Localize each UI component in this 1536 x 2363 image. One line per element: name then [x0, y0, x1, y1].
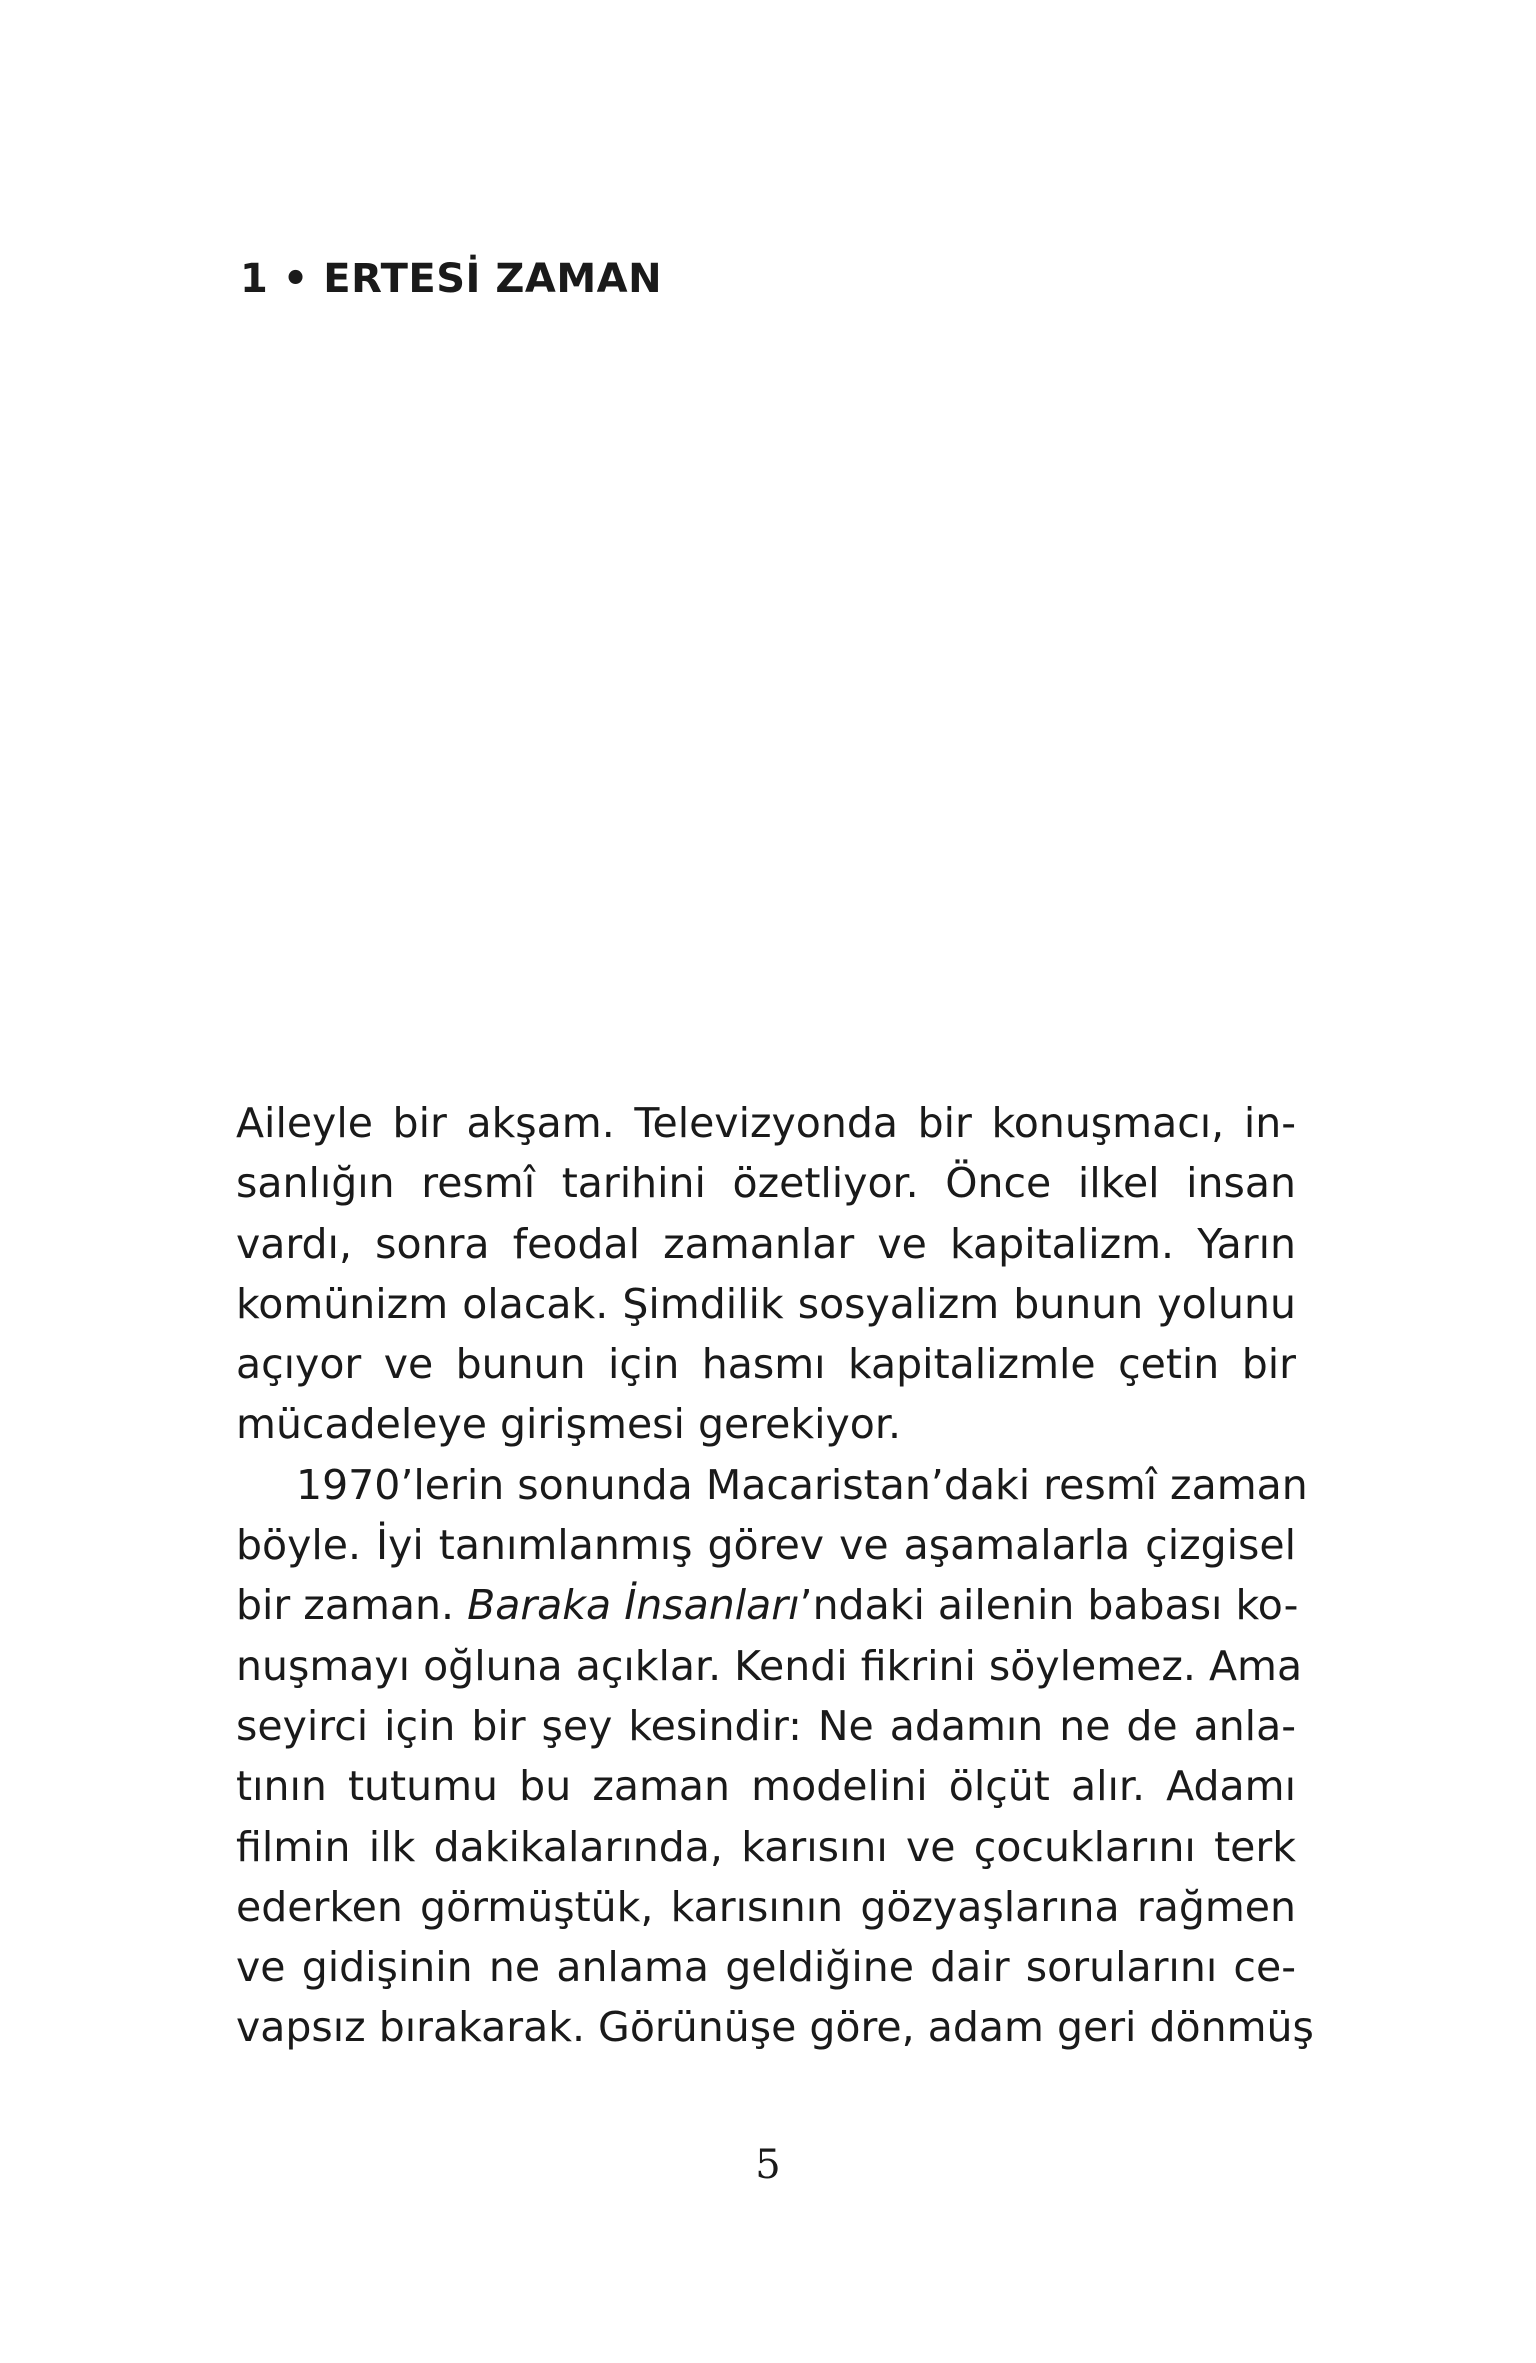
text-line: mücadeleye girişmesi gerekiyor.	[236, 1400, 901, 1449]
chapter-title: ERTESİ ZAMAN	[323, 256, 663, 302]
chapter-heading	[240, 256, 662, 302]
text-segment: bir zaman.	[236, 1581, 468, 1630]
text-line: filmin ilk dakikalarında, karısını ve çocuklarını terk	[236, 1822, 1296, 1871]
text-line: vapsız bırakarak. Görünüşe göre, adam geri dönmüş	[236, 2003, 1314, 2052]
film-title-italic: Baraka İnsanları	[467, 1581, 800, 1630]
text-line: seyirci için bir şey kesindir: Ne adamın ne de anla-	[236, 1701, 1296, 1750]
text-line: açıyor ve bunun için hasmı kapitalizmle çetin bir	[236, 1340, 1296, 1389]
text-line: vardı, sonra feodal zamanlar ve kapitalizm. Yarın	[236, 1219, 1296, 1268]
text-line: ve gidişinin ne anlama geldiğine dair sorularını ce-	[236, 1943, 1296, 1992]
text-line: tının tutumu bu zaman modelini ölçüt alır. Adamı	[236, 1762, 1296, 1811]
chapter-number: 1	[240, 256, 269, 302]
body-text	[236, 1093, 1314, 2058]
text-line-with-italic	[236, 1575, 1299, 1635]
page-number: 5	[755, 2142, 781, 2188]
text-line: 1970’lerin sonunda Macaristan’daki resmî zaman	[296, 1460, 1308, 1509]
paragraph-2	[236, 1455, 1314, 2058]
text-line: sanlığın resmî tarihini özetliyor. Önce ilkel insan	[236, 1159, 1296, 1208]
chapter-separator: •	[282, 256, 309, 302]
text-line: böyle. İyi tanımlanmış görev ve aşamalarla çizgisel	[236, 1521, 1296, 1570]
text-line: Aileyle bir akşam. Televizyonda bir konuşmacı, in-	[236, 1099, 1296, 1147]
paragraph-1	[236, 1093, 1296, 1455]
text-line: nuşmayı oğluna açıklar. Kendi fikrini söylemez. Ama	[236, 1641, 1303, 1690]
text-line: komünizm olacak. Şimdilik sosyalizm bunun yolunu	[236, 1279, 1296, 1328]
text-line: ederken görmüştük, karısının gözyaşlarına rağmen	[236, 1882, 1296, 1931]
text-segment: ’ndaki ailenin babası ko-	[799, 1581, 1299, 1630]
